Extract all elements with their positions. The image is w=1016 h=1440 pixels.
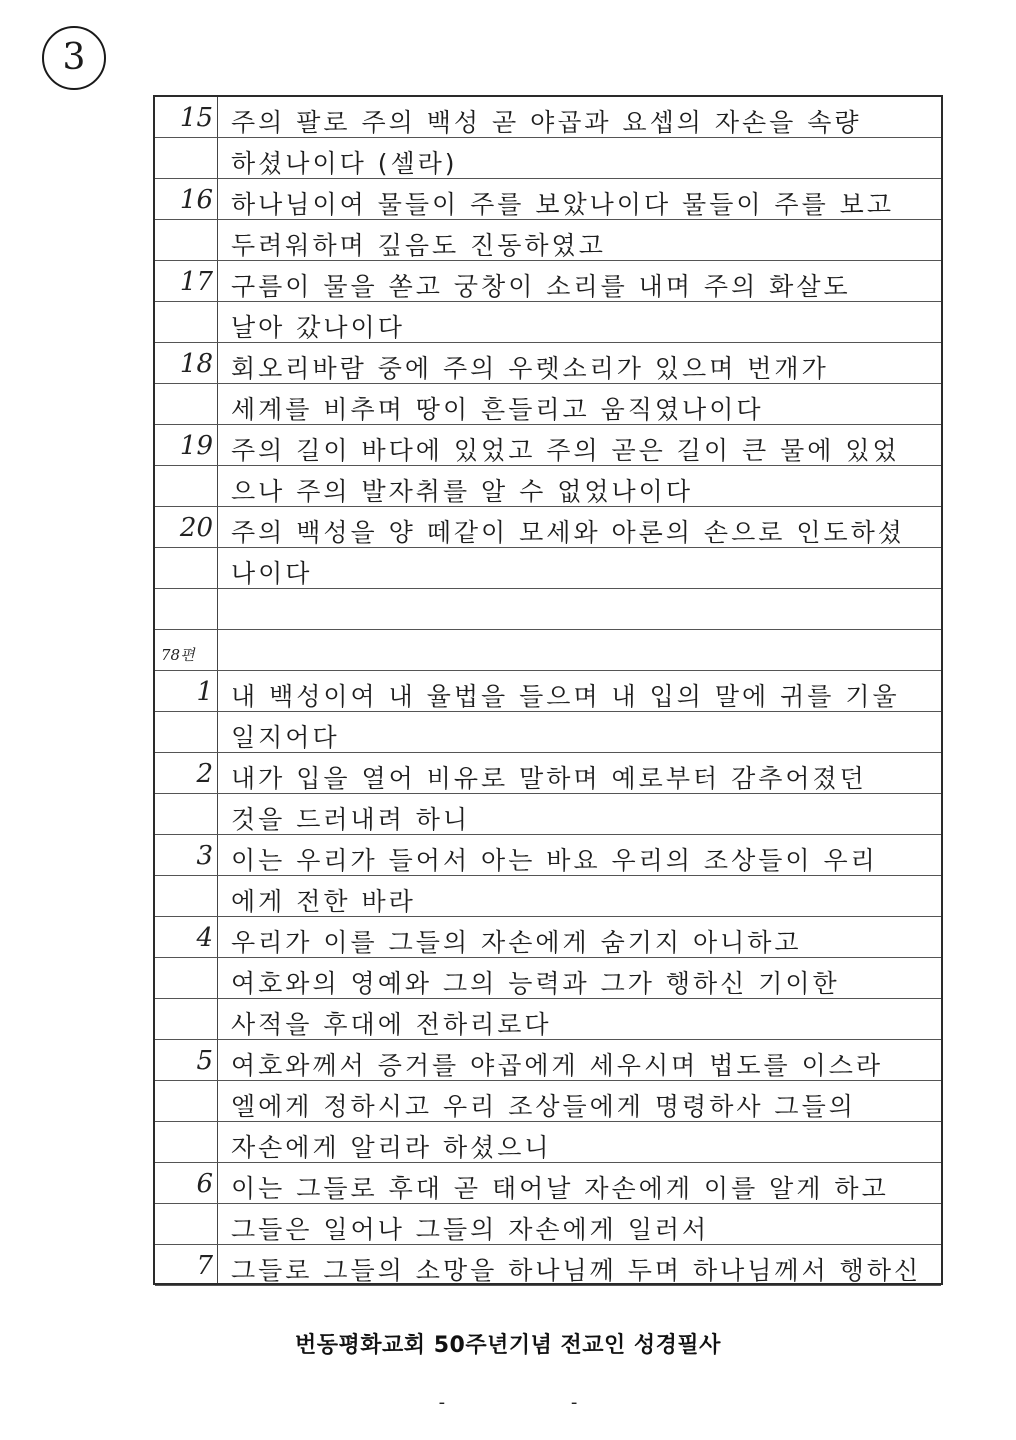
- handwritten-verse-text: 그들은 일어나 그들의 자손에게 일러서: [231, 1215, 710, 1244]
- writing-row: [155, 179, 941, 220]
- handwritten-verse-text: 에게 전한 바라: [231, 887, 416, 916]
- verse-number: 7: [196, 1251, 213, 1281]
- handwritten-verse-text: 내 백성이여 내 율법을 들으며 내 입의 말에 귀를 기울: [231, 682, 900, 711]
- verse-number: 4: [196, 923, 213, 953]
- writing-row: [155, 1245, 941, 1286]
- handwritten-verse-text: 하셨나이다 (셀라): [231, 149, 458, 178]
- writing-row: [155, 220, 941, 261]
- verse-number: 3: [196, 841, 213, 871]
- verse-number: 2: [196, 759, 213, 789]
- verse-number: 1: [196, 677, 213, 707]
- footer-title: 번동평화교회 50주년기념 전교인 성경필사: [295, 1333, 721, 1358]
- writing-rows: [155, 97, 941, 1283]
- verse-number: 17: [179, 267, 213, 297]
- verse-number: 5: [196, 1046, 213, 1076]
- psalm-chapter-label: 78편: [161, 646, 195, 664]
- writing-row: [155, 466, 941, 507]
- writing-row: [155, 1040, 941, 1081]
- handwritten-verse-text: 날아 갔나이다: [231, 313, 405, 342]
- handwritten-verse-text: 여호와의 영예와 그의 능력과 그가 행하신 기이한: [231, 969, 840, 998]
- handwritten-verse-text: 세계를 비추며 땅이 흔들리고 움직였나이다: [231, 395, 764, 424]
- writing-row: [155, 835, 941, 876]
- handwritten-verse-text: 주의 백성을 양 떼같이 모세와 아론의 손으로 인도하셨: [231, 518, 905, 547]
- writing-row: [155, 343, 941, 384]
- verse-number: 20: [179, 513, 213, 543]
- handwritten-verse-text: 이는 그들로 후대 곧 태어날 자손에게 이를 알게 하고: [231, 1174, 889, 1203]
- writing-row: [155, 302, 941, 343]
- handwritten-verse-text: 나이다: [231, 559, 313, 588]
- handwritten-verse-text: 구름이 물을 쏟고 궁창이 소리를 내며 주의 화살도: [231, 272, 851, 301]
- handwritten-verse-text: 일지어다: [231, 723, 340, 752]
- writing-row: [155, 1122, 941, 1163]
- writing-row: [155, 794, 941, 835]
- handwritten-verse-text: 여호와께서 증거를 야곱에게 세우시며 법도를 이스라: [231, 1051, 884, 1080]
- writing-row: [155, 97, 941, 138]
- verse-number: 6: [196, 1169, 213, 1199]
- writing-row: [155, 671, 941, 712]
- handwritten-verse-text: 으나 주의 발자취를 알 수 없었나이다: [231, 477, 693, 506]
- writing-row: [155, 1163, 941, 1204]
- handwritten-verse-text: 자손에게 알리라 하셨으니: [231, 1133, 552, 1162]
- writing-row: [155, 138, 941, 179]
- writing-row: [155, 425, 941, 466]
- handwritten-verse-text: 내가 입을 열어 비유로 말하며 예로부터 감추어졌던: [231, 764, 867, 793]
- writing-row: [155, 630, 941, 671]
- writing-row: [155, 1204, 941, 1245]
- writing-row: [155, 712, 941, 753]
- verse-number: 16: [179, 185, 213, 215]
- writing-row: [155, 999, 941, 1040]
- writing-row: [155, 876, 941, 917]
- handwritten-verse-text: 회오리바람 중에 주의 우렛소리가 있으며 번개가: [231, 354, 829, 383]
- handwritten-verse-text: 주의 팔로 주의 백성 곧 야곱과 요셉의 자손을 속량: [231, 108, 862, 137]
- verse-number: 18: [179, 349, 213, 379]
- handwritten-verse-text: 이는 우리가 들어서 아는 바요 우리의 조상들이 우리: [231, 846, 878, 875]
- handwritten-verse-text: 우리가 이를 그들의 자손에게 숨기지 아니하고: [231, 928, 802, 957]
- handwritten-verse-text: 사적을 후대에 전하리로다: [231, 1010, 552, 1039]
- writing-row: [155, 384, 941, 425]
- handwritten-verse-text: 하나님이여 물들이 주를 보았나이다 물들이 주를 보고: [231, 190, 894, 219]
- handwritten-verse-text: 그들로 그들의 소망을 하나님께 두며 하나님께서 행하신: [231, 1256, 922, 1285]
- page-number-circle: [42, 26, 106, 90]
- writing-row: [155, 589, 941, 630]
- writing-row: [155, 753, 941, 794]
- verse-number: 15: [179, 103, 213, 133]
- writing-row: [155, 507, 941, 548]
- writing-row: [155, 1081, 941, 1122]
- page-number: 3: [62, 37, 86, 78]
- handwritten-verse-text: 것을 드러내려 하니: [231, 805, 471, 834]
- writing-row: [155, 261, 941, 302]
- footer-marks: - -: [438, 1392, 638, 1413]
- verse-number: 19: [179, 431, 213, 461]
- lined-writing-sheet: [153, 95, 943, 1285]
- writing-row: [155, 917, 941, 958]
- handwritten-verse-text: 엘에게 정하시고 우리 조상들에게 명령하사 그들의: [231, 1092, 856, 1121]
- handwritten-verse-text: 두려워하며 깊음도 진동하였고: [231, 231, 606, 260]
- handwritten-verse-text: 주의 길이 바다에 있었고 주의 곧은 길이 큰 물에 있었: [231, 436, 900, 465]
- writing-row: [155, 958, 941, 999]
- writing-row: [155, 548, 941, 589]
